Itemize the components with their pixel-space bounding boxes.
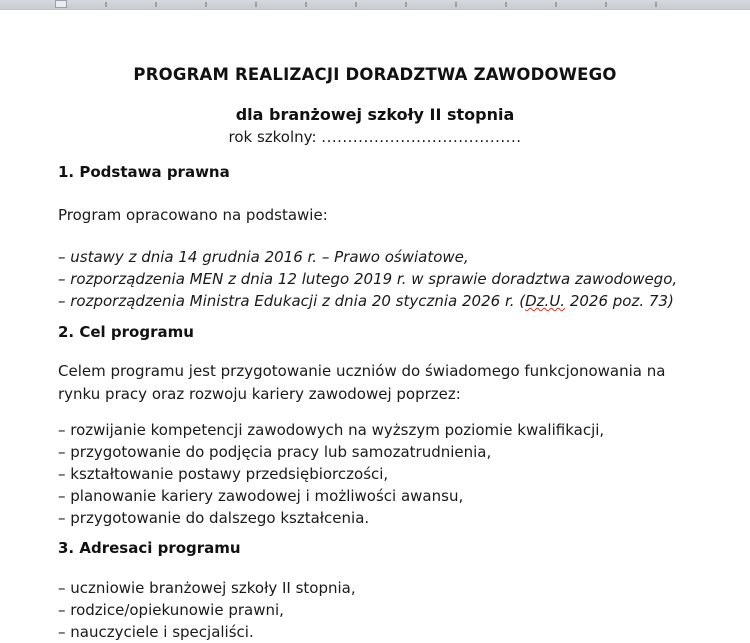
list-item: – nauczyciele i specjaliści. [58,623,254,641]
page-title: PROGRAM REALIZACJI DORADZTWA ZAWODOWEGO [133,65,617,84]
legal-item-text-suffix: 2026 poz. 73) [565,292,674,310]
list-item: – rozwijanie kompetencji zawodowych na wyższym poziomie kwalifikacji, [58,421,605,439]
list-item: – przygotowanie do dalszego kształcenia. [58,509,370,527]
section-1-list-wrap [58,246,710,312]
legal-item-text: – rozporządzenia MEN z dnia 12 lutego 2019 r. w sprawie doradztwa zawodowego, [58,270,678,288]
document-page [0,10,750,641]
list-item: – przygotowanie do podjęcia pracy lub samozatrudnienia, [58,443,492,461]
ruler-tick [255,2,257,7]
list-item [58,268,710,290]
ruler-tick [655,2,657,7]
section-2-heading: 2. Cel programu [58,323,194,341]
legal-basis-list [58,246,710,312]
legal-item-text: – ustawy z dnia 14 grudnia 2016 r. – Prawo oświatowe, [58,248,469,266]
section-2-paragraph-line-1: Celem programu jest przygotowanie uczniów do świadomego funkcjonowania na [58,362,666,380]
addressees-list [58,577,710,643]
document-ruler[interactable] [0,0,750,10]
ruler-tick [355,2,357,7]
ruler-track [0,0,750,9]
list-item: – kształtowanie postawy przedsiębiorczości, [58,465,389,483]
section-1-intro-wrap [58,204,710,227]
section-1-heading: 1. Podstawa prawna [58,163,230,181]
document-subtitle: dla branżowej szkoły II stopnia [235,105,515,124]
ruler-tick [505,2,507,7]
ruler-tick [555,2,557,7]
section-1-intro: Program opracowano na podstawie: [58,206,328,224]
section-2-paragraph-wrap [58,360,710,406]
list-item: – planowanie kariery zawodowej i możliwości awansu, [58,487,464,505]
ruler-tick [105,2,107,7]
left-indent-marker[interactable] [55,0,67,8]
list-item [58,290,710,312]
school-year-dots: ...................................... [321,128,522,146]
spellcheck-flagged-word: Dz.U. [525,292,566,310]
section-3-heading: 3. Adresaci programu [58,539,241,557]
section-1-heading-wrap [58,162,710,182]
school-year-line [0,128,750,146]
section-2-paragraph-line-2: rynku pracy oraz rozwoju kariery zawodowej poprzez: [58,385,461,403]
list-item: – rodzice/opiekunowie prawni, [58,601,284,619]
section-3-heading-wrap [58,538,710,558]
ruler-tick [405,2,407,7]
ruler-tick [205,2,207,7]
list-item: – uczniowie branżowej szkoły II stopnia, [58,579,356,597]
list-item [58,246,710,268]
section-2-list-wrap [58,419,710,529]
ruler-tick [155,2,157,7]
ruler-tick [605,2,607,7]
section-3-list-wrap [58,577,710,643]
ruler-tick [455,2,457,7]
legal-item-text: – rozporządzenia Ministra Edukacji z dnia 20 stycznia 2026 r. ( [58,292,526,310]
school-year-label: rok szkolny: [228,128,317,146]
section-2-heading-wrap [58,322,710,342]
ruler-tick [305,2,307,7]
program-goals-list [58,419,710,529]
